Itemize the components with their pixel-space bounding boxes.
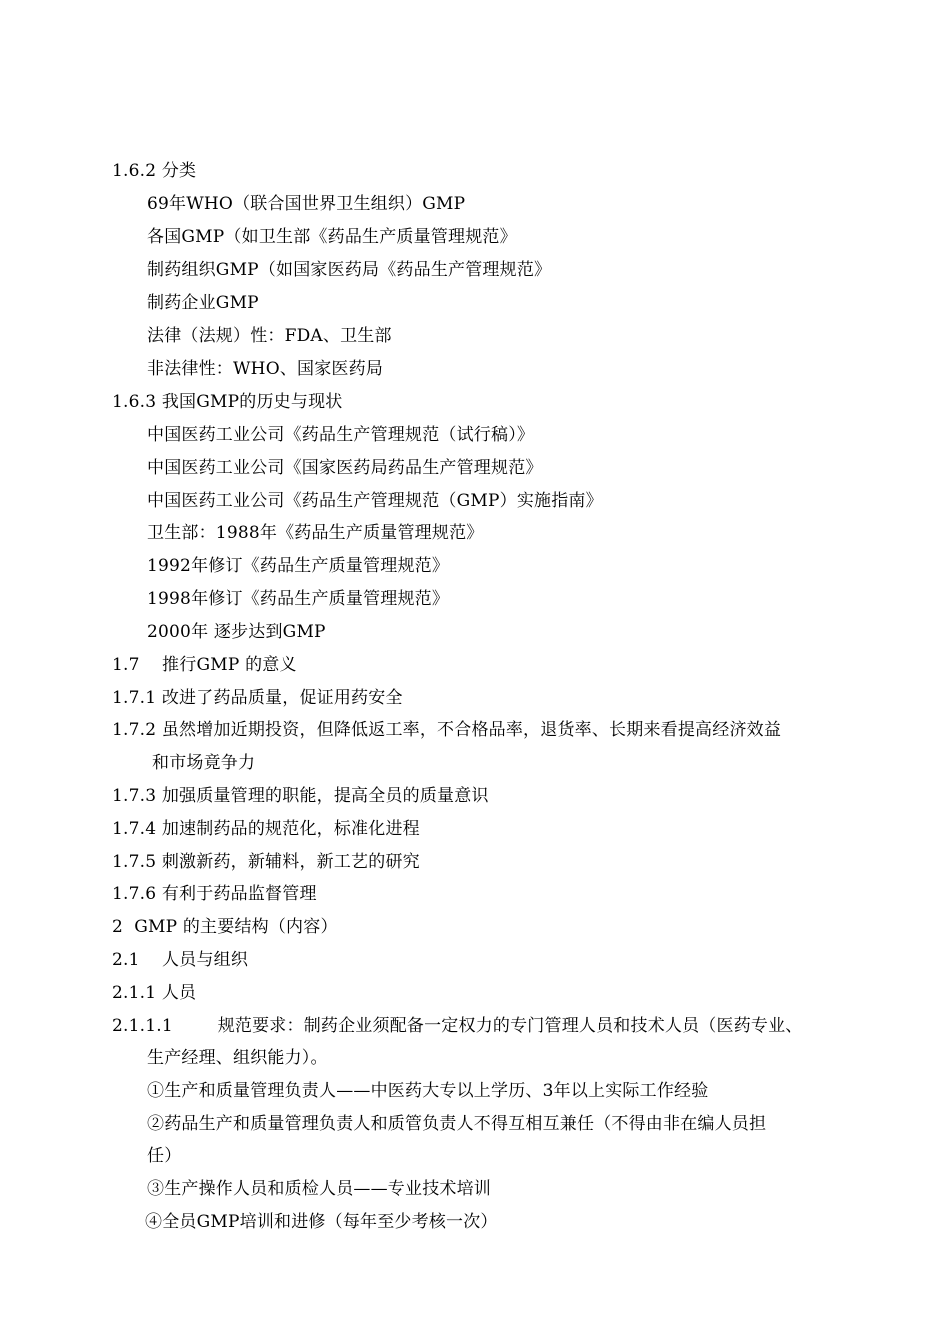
list-item: 中国医药工业公司《药品生产管理规范（试行稿）》 bbox=[147, 425, 535, 445]
list-item: ①生产和质量管理负责人——中医药大专以上学历、3年以上实际工作经验 bbox=[147, 1081, 709, 1101]
list-item: 中国医药工业公司《药品生产管理规范（GMP）实施指南》 bbox=[147, 491, 603, 511]
heading-1-7-2-continued: 和市场竟争力 bbox=[152, 753, 256, 773]
paragraph-continued: 生产经理、组织能力）。 bbox=[147, 1048, 328, 1068]
heading-1-7-2: 1.7.2 虽然增加近期投资，但降低返工率，不合格品率，退货率、长期来看提高经济效益 bbox=[112, 720, 782, 740]
heading-1-6-2: 1.6.2 分类 bbox=[112, 161, 197, 181]
heading-2-1-1-1: 2.1.1.1 规范要求：制药企业须配备一定权力的专门管理人员和技术人员（医药专业、 bbox=[112, 1016, 803, 1036]
list-item: 1992年修订《药品生产质量管理规范》 bbox=[147, 556, 450, 576]
list-item-continued: 任） bbox=[147, 1146, 182, 1166]
heading-1-7-3: 1.7.3 加强质量管理的职能，提高全员的质量意识 bbox=[112, 786, 489, 806]
list-item: 卫生部：1988年《药品生产质量管理规范》 bbox=[147, 523, 484, 543]
heading-1-6-3: 1.6.3 我国GMP的历史与现状 bbox=[112, 392, 343, 412]
heading-1-7-1: 1.7.1 改进了药品质量，促证用药安全 bbox=[112, 688, 403, 708]
list-item: ④全员GMP培训和进修（每年至少考核一次） bbox=[145, 1212, 498, 1232]
heading-2-1-1: 2.1.1 人员 bbox=[112, 983, 197, 1003]
list-item: 各国GMP（如卫生部《药品生产质量管理规范》 bbox=[147, 227, 517, 247]
list-item: ②药品生产和质量管理负责人和质管负责人不得互相互兼任（不得由非在编人员担 bbox=[147, 1114, 767, 1134]
heading-1-7: 1.7 推行GMP 的意义 bbox=[112, 655, 297, 675]
heading-1-7-5: 1.7.5 刺激新药，新辅料，新工艺的研究 bbox=[112, 852, 420, 872]
list-item: 中国医药工业公司《国家医药局药品生产管理规范》 bbox=[147, 458, 543, 478]
heading-1-7-4: 1.7.4 加速制药品的规范化，标准化进程 bbox=[112, 819, 420, 839]
list-item: 制药组织GMP（如国家医药局《药品生产管理规范》 bbox=[147, 260, 552, 280]
list-item: 2000年 逐步达到GMP bbox=[147, 622, 326, 642]
list-item: 1998年修订《药品生产质量管理规范》 bbox=[147, 589, 450, 609]
list-item: 制药企业GMP bbox=[147, 293, 259, 313]
heading-2: 2 GMP 的主要结构（内容） bbox=[112, 917, 338, 937]
list-item: 非法律性：WHO、国家医药局 bbox=[147, 359, 384, 379]
list-item: 法律（法规）性：FDA、卫生部 bbox=[147, 326, 392, 346]
heading-2-1: 2.1 人员与组织 bbox=[112, 950, 249, 970]
heading-1-7-6: 1.7.6 有利于药品监督管理 bbox=[112, 884, 317, 904]
list-item: ③生产操作人员和质检人员——专业技术培训 bbox=[147, 1179, 491, 1199]
list-item: 69年WHO（联合国世界卫生组织）GMP bbox=[147, 194, 466, 214]
